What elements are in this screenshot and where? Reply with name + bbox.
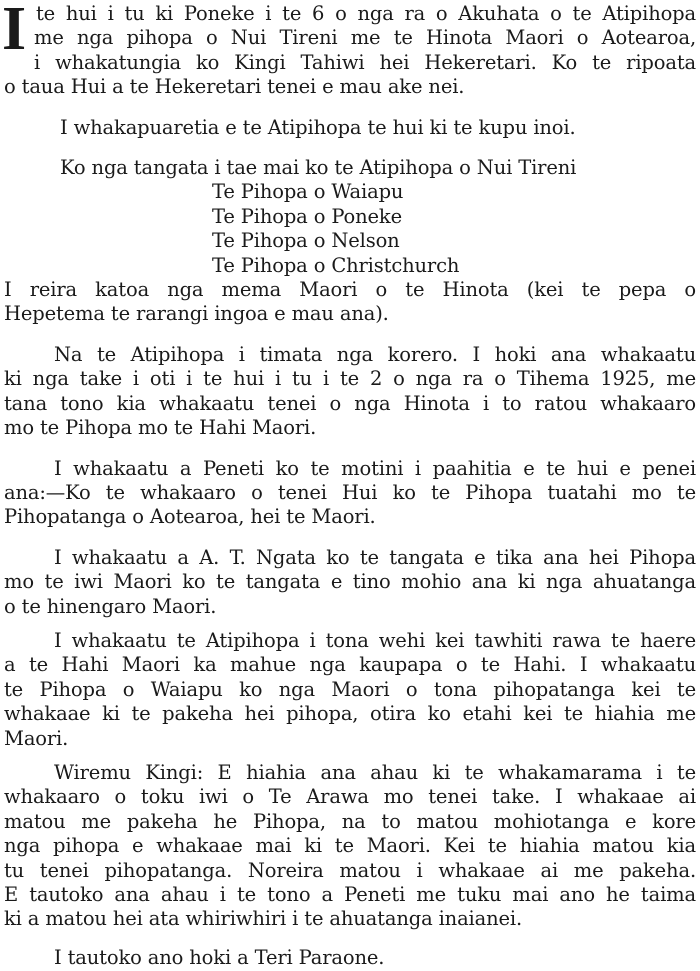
paragraph-line: mo te iwi Maori ko te tangata e tino mohio ana ki nga ahuatanga: [4, 570, 696, 594]
attendees-intro: Ko nga tangata i tae mai ko te Atipihopa o Nui Tireni: [60, 156, 577, 180]
paragraph-line: mo te Pihopa mo te Hahi Maori.: [4, 416, 317, 440]
paragraph-line: nga pihopa e whakaae mai ki te Maori. Kei te hiahia matou kia: [4, 834, 696, 858]
paragraph-line: I whakaatu a A. T. Ngata ko te tangata e tika ana hei Pihopa: [54, 545, 696, 569]
opening-paragraph: [4, 2, 696, 100]
paragraph-line: Na te Atipihopa i timata nga korero. I hoki ana whakaatu: [54, 342, 696, 366]
paragraph-line: I reira katoa nga mema Maori o te Hinota (kei te pepa o: [4, 278, 696, 302]
paragraph-line: tu tenei pihopatanga. Noreira matou i whakaae ai me pakeha.: [4, 858, 696, 882]
paragraph-line: Wiremu Kingi: E hiahia ana ahau ki te whakamarama i te: [54, 760, 696, 784]
paragraph-line: te Pihopa o Waiapu ko nga Maori o tona pihopatanga kei te: [4, 677, 696, 701]
paragraph-line: Hepetema te rarangi ingoa e mau ana).: [4, 302, 389, 326]
list-item: Te Pihopa o Poneke: [212, 204, 402, 228]
paragraph-line: i whakatungia ko Kingi Tahiwi hei Hekeretari. Ko te ripoata: [34, 50, 696, 74]
paragraph: [4, 278, 696, 327]
paragraph: [4, 343, 696, 441]
opening-prayer-line: I whakapuaretia e te Atipihopa te hui ki te kupu inoi.: [60, 115, 576, 139]
bishops-list: [4, 180, 696, 278]
paragraph-line: Pihopatanga o Aotearoa, hei te Maori.: [4, 505, 376, 529]
closing-line: I tautoko ano hoki a Teri Paraone.: [54, 945, 385, 969]
paragraph-line: I whakaatu a Peneti ko te motini i paahitia e te hui e penei: [54, 456, 696, 480]
paragraph-line: whakaaro o toku iwi o Te Arawa mo tenei take. I whakaae ai: [4, 785, 696, 809]
document-page: [4, 2, 696, 970]
paragraph: [4, 629, 696, 751]
paragraph-line: te hui i tu ki Poneke i te 6 o nga ra o Akuhata o te Atipihopa: [36, 2, 696, 25]
paragraph-line: a te Hahi Maori ka mahue nga kaupapa o te Hahi. I whakaatu: [4, 653, 696, 677]
paragraph-line: I whakaatu te Atipihopa i tona wehi kei tawhiti rawa te haere: [54, 628, 696, 652]
list-item: Te Pihopa o Waiapu: [212, 180, 404, 204]
paragraph-line: ki nga take i oti i te hui i tu i te 2 o nga ra o Tihema 1925, me: [4, 367, 696, 391]
paragraph: [4, 457, 696, 530]
paragraph-line: o taua Hui a te Hekeretari tenei e mau ake nei.: [4, 75, 465, 99]
paragraph-line: E tautoko ana ahau i te tono a Peneti me tuku mai ano he taima: [4, 883, 696, 906]
paragraph-line: tana tono kia whakaatu tenei o nga Hinota i to ratou whakaaro: [4, 391, 696, 415]
paragraph-line: me nga pihopa o Nui Tireni me te Hinota Maori o Aotearoa,: [34, 26, 696, 50]
paragraph: [4, 546, 696, 619]
paragraph-line: matou me pakeha he Pihopa, na to matou mohiotanga e kore: [4, 809, 696, 833]
paragraph-line: ana:—Ko te whakaaro o tenei Hui ko te Pihopa tuatahi mo te: [4, 480, 696, 504]
paragraph-line: whakaae ki te pakeha hei pihopa, otira ko etahi kei te hiahia me: [4, 702, 696, 726]
paragraph: [4, 761, 696, 932]
paragraph-line: Maori.: [4, 726, 69, 750]
list-item: Te Pihopa o Christchurch: [212, 253, 460, 277]
paragraph-line: ki a matou hei ata whiriwhiri i te ahuatanga inaianei.: [4, 907, 523, 931]
list-item: Te Pihopa o Nelson: [212, 229, 400, 253]
drop-cap: I: [2, 0, 27, 63]
paragraph-line: o te hinengaro Maori.: [4, 594, 217, 618]
